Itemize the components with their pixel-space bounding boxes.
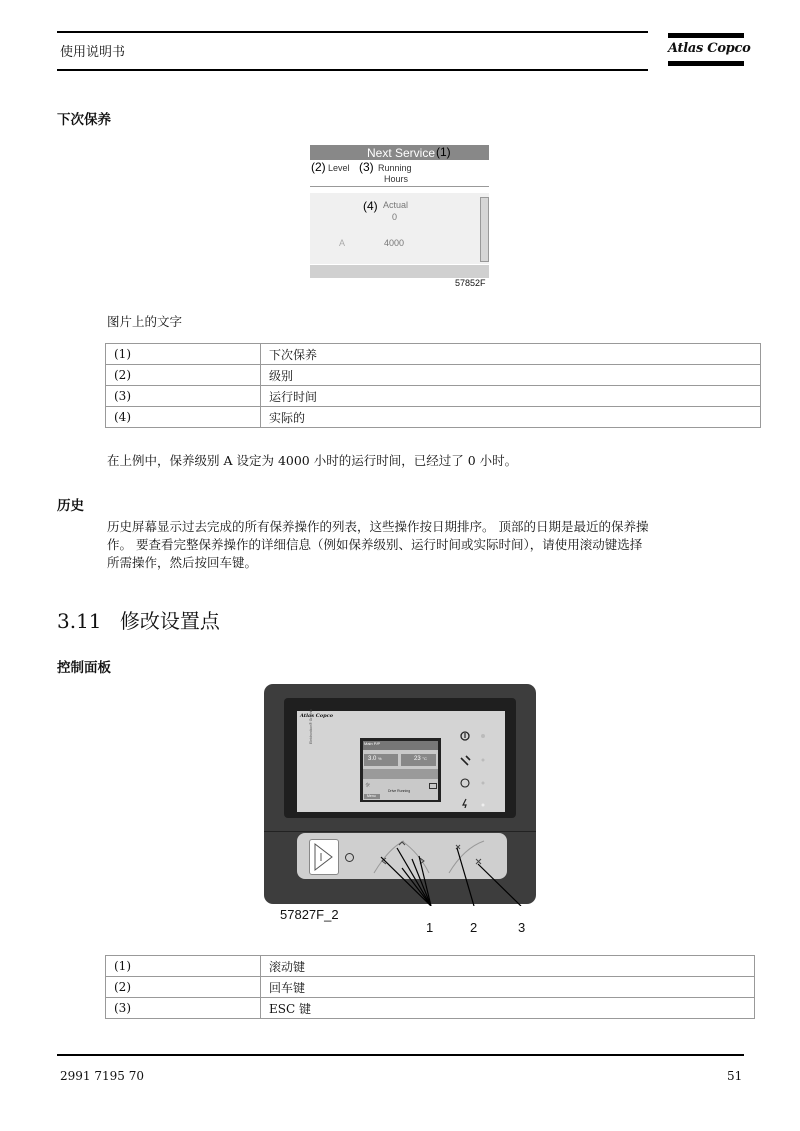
example-text: 在上例中，保养级别 A 设定为 4000 小时的运行时间，已经过了 0 小时。 bbox=[107, 453, 518, 468]
lcd-reading-1-value: 3.0 bbox=[368, 756, 377, 762]
panel-callout-3: 3 bbox=[518, 920, 526, 935]
control-panel-figure bbox=[264, 684, 538, 906]
header-top-rule bbox=[57, 31, 648, 33]
table-row bbox=[106, 998, 755, 1019]
control-panel-heading: 控制面板 bbox=[57, 660, 111, 676]
callout-4: (4) bbox=[363, 199, 378, 213]
history-line: 所需操作，然后按回车键。 bbox=[107, 555, 258, 570]
chapter-title: 修改设置点 bbox=[119, 609, 220, 633]
legend-text: 滚动键 bbox=[261, 956, 755, 977]
history-paragraph bbox=[107, 518, 757, 572]
level-value: A bbox=[339, 238, 346, 248]
legend-ref: (2) bbox=[106, 977, 261, 998]
legend-ref: (1) bbox=[106, 956, 261, 977]
history-line: 作。 要查看完整保养操作的详细信息（例如保养级别、运行时间或实际时间），请使用滚动键选择 bbox=[107, 537, 643, 552]
lcd-header-text: Main P/P bbox=[364, 741, 381, 746]
lcd-compressor-icon: ☼ bbox=[365, 782, 371, 789]
lcd-menu-label: Menu bbox=[367, 794, 376, 798]
level-label: Level bbox=[328, 163, 350, 173]
hours-value: 4000 bbox=[384, 238, 405, 248]
history-heading: 历史 bbox=[57, 498, 84, 514]
header-title: 使用说明书 bbox=[60, 45, 126, 60]
legend-text: 级别 bbox=[261, 365, 761, 386]
logo-text: Atlas Copco bbox=[668, 41, 751, 56]
legend-text: 实际的 bbox=[261, 407, 761, 428]
table-row bbox=[106, 344, 761, 365]
screen-scrollbar bbox=[480, 197, 489, 262]
panel-callout-lines bbox=[264, 684, 538, 906]
chapter-heading bbox=[57, 605, 220, 634]
legend-text: 下次保养 bbox=[261, 344, 761, 365]
callout-3: (3) bbox=[359, 160, 374, 174]
next-service-screen bbox=[310, 145, 490, 278]
legend-text: 回车键 bbox=[261, 977, 755, 998]
figure-code-57827f-2: 57827F_2 bbox=[280, 907, 339, 922]
screen-footer-bar bbox=[310, 265, 489, 278]
legend-ref: (3) bbox=[106, 386, 261, 407]
table-row bbox=[106, 956, 755, 977]
panel-callout-2: 2 bbox=[470, 920, 478, 935]
hours-label: Hours bbox=[384, 174, 409, 184]
legend-ref: (1) bbox=[106, 344, 261, 365]
figure-code-57852f: 57852F bbox=[455, 278, 486, 288]
screen-separator bbox=[310, 186, 489, 187]
actual-value: 0 bbox=[392, 212, 398, 222]
chapter-number: 3.11 bbox=[57, 609, 102, 633]
footer-rule bbox=[57, 1054, 744, 1056]
lcd-status-text: Drive Running bbox=[388, 789, 411, 793]
callout-2: (2) bbox=[311, 160, 326, 174]
header-bottom-rule bbox=[57, 69, 648, 71]
history-line: 历史屏幕显示过去完成的所有保养操作的列表，这些操作按日期排序。 顶部的日期是最近的保养操 bbox=[107, 519, 649, 534]
table-row bbox=[106, 977, 755, 998]
legend-text: 运行时间 bbox=[261, 386, 761, 407]
legend-ref: (3) bbox=[106, 998, 261, 1019]
lcd-reading-2-value: 23 bbox=[414, 756, 421, 762]
legend-ref: (2) bbox=[106, 365, 261, 386]
running-label: Running bbox=[378, 163, 412, 173]
table-row bbox=[106, 407, 761, 428]
page-number: 51 bbox=[727, 1069, 743, 1083]
screen-title: Next Service bbox=[367, 146, 436, 160]
lcd-reading-1-unit: % bbox=[378, 756, 382, 761]
legend-ref: (4) bbox=[106, 407, 261, 428]
panel-side-text: Elektronikon® Graphic bbox=[309, 708, 313, 744]
table-row bbox=[106, 386, 761, 407]
next-service-legend-table bbox=[105, 343, 761, 428]
callout-1: (1) bbox=[436, 145, 451, 159]
figure-caption: 图片上的文字 bbox=[107, 314, 183, 329]
table-row bbox=[106, 365, 761, 386]
lcd-reading-2-unit: °C bbox=[422, 756, 427, 761]
control-panel-legend-table bbox=[105, 955, 755, 1019]
actual-label: Actual bbox=[383, 200, 409, 210]
next-service-heading: 下次保养 bbox=[57, 112, 111, 128]
panel-callout-1: 1 bbox=[426, 920, 434, 935]
atlas-copco-logo bbox=[668, 33, 751, 71]
legend-text: ESC 键 bbox=[261, 998, 755, 1019]
panel-brand: Atlas Copco bbox=[300, 713, 333, 719]
doc-number: 2991 7195 70 bbox=[60, 1069, 144, 1083]
